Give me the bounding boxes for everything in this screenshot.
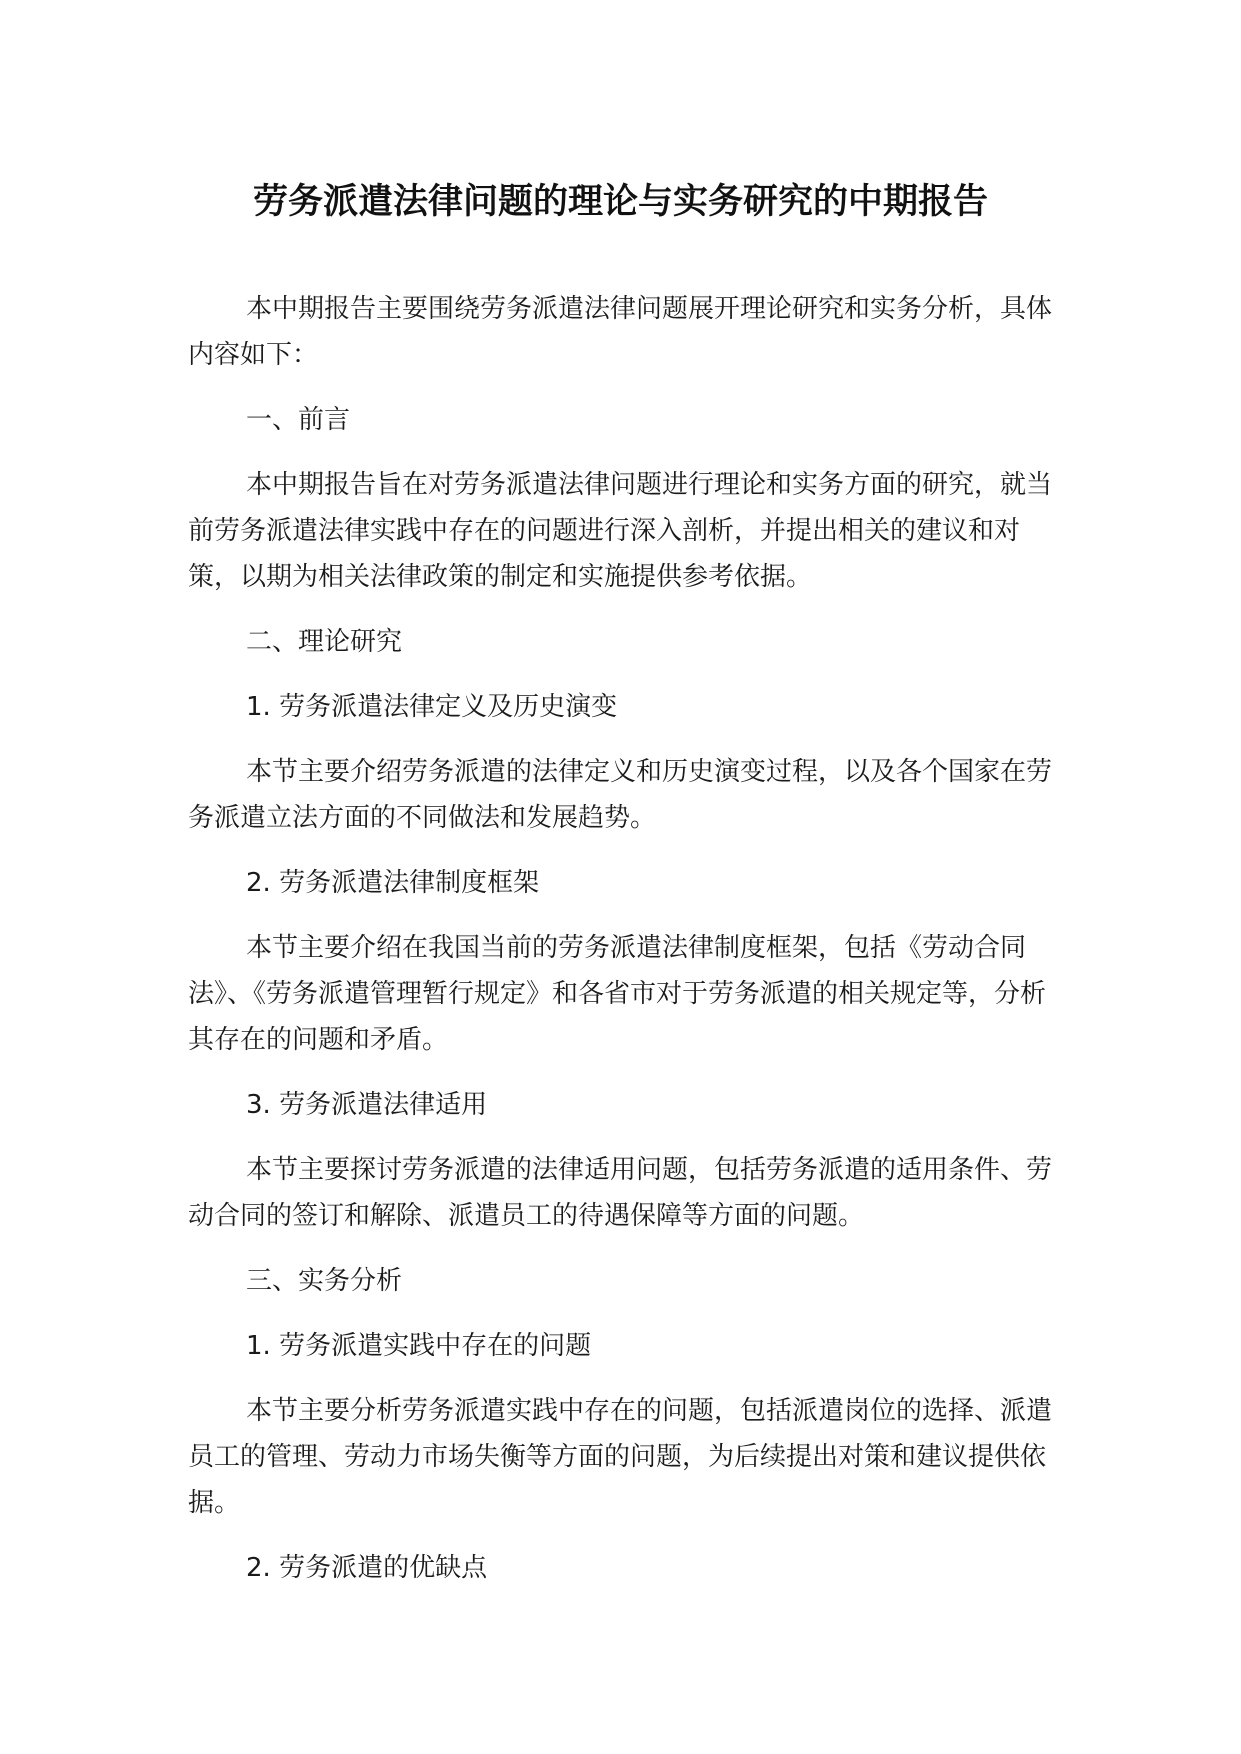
section-heading-theory: 二、理论研究 — [246, 627, 403, 657]
application-paragraph: 本节主要探讨劳务派遣的法律适用问题，包括劳务派遣的适用条件、劳动合同的签订和解除、派遣员工的待遇保障等方面的问题。 — [188, 1155, 1053, 1231]
section-heading-practice: 三、实务分析 — [246, 1266, 403, 1296]
practice-problems-paragraph: 本节主要分析劳务派遣实践中存在的问题，包括派遣岗位的选择、派遣员工的管理、劳动力市场失衡等方面的问题，为后续提出对策和建议提供依据。 — [188, 1396, 1053, 1518]
section-heading-preface: 一、前言 — [246, 405, 351, 435]
preface-paragraph: 本中期报告旨在对劳务派遣法律问题进行理论和实务方面的研究，就当前劳务派遣法律实践中存在的问题进行深入剖析，并提出相关的建议和对策，以期为相关法律政策的制定和实施提供参考依据。 — [188, 470, 1053, 592]
subheading-practice-problems: 1. 劳务派遣实践中存在的问题 — [246, 1331, 592, 1361]
framework-paragraph: 本节主要介绍在我国当前的劳务派遣法律制度框架，包括《劳动合同法》、《劳务派遣管理暂行规定》和各省市对于劳务派遣的相关规定等，分析其存在的问题和矛盾。 — [188, 933, 1047, 1055]
intro-paragraph: 本中期报告主要围绕劳务派遣法律问题展开理论研究和实务分析，具体内容如下： — [188, 294, 1053, 370]
subheading-framework: 2. 劳务派遣法律制度框架 — [246, 868, 540, 898]
document-title: 劳务派遣法律问题的理论与实务研究的中期报告 — [252, 182, 988, 222]
subheading-definition: 1. 劳务派遣法律定义及历史演变 — [246, 692, 618, 722]
definition-paragraph: 本节主要介绍劳务派遣的法律定义和历史演变过程，以及各个国家在劳务派遣立法方面的不同做法和发展趋势。 — [188, 757, 1053, 833]
subheading-application: 3. 劳务派遣法律适用 — [246, 1090, 488, 1120]
document-body — [188, 286, 1068, 1591]
subheading-pros-cons: 2. 劳务派遣的优缺点 — [246, 1553, 488, 1583]
